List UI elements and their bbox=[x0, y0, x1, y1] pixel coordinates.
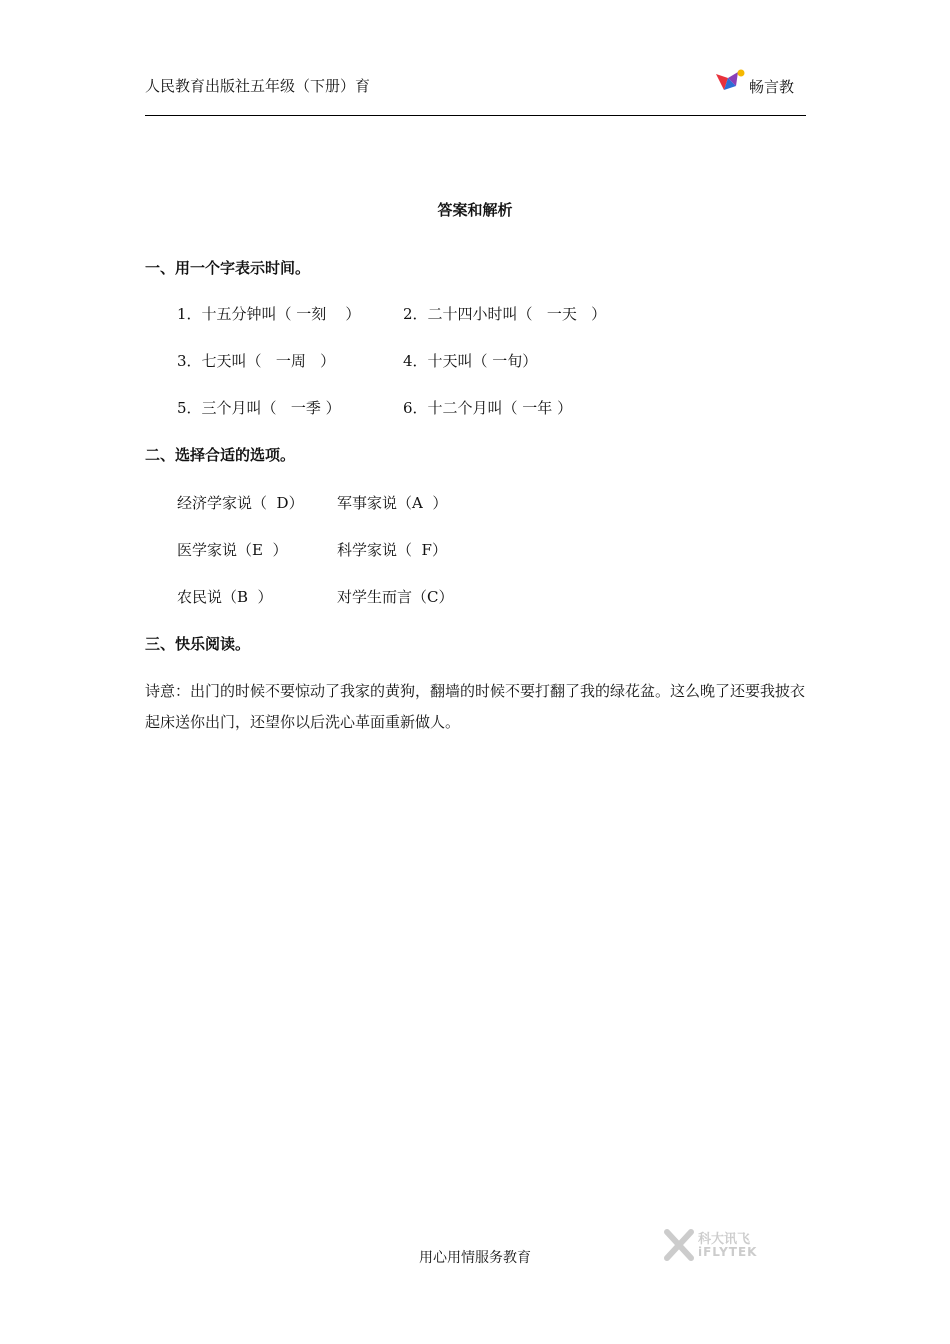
time-answer-4: 4．十天叫（ 一旬） bbox=[403, 352, 538, 370]
bird-logo-icon bbox=[714, 68, 746, 96]
iflytek-x-icon bbox=[664, 1229, 694, 1261]
time-answer-3: 3．七天叫（ 一周 ） bbox=[177, 352, 336, 370]
choice-answer-1: 经济学家说（ D） bbox=[177, 494, 304, 512]
header-left-text: 人民教育出版社五年级（下册）育 bbox=[145, 77, 371, 95]
time-answer-6: 6．十二个月叫（ 一年 ） bbox=[403, 399, 573, 417]
time-answer-5: 5．三个月叫（ 一季 ） bbox=[177, 399, 341, 417]
header-logo-text: 畅言教 bbox=[749, 78, 795, 96]
time-answer-2: 2．二十四小时叫（ 一天 ） bbox=[403, 305, 607, 323]
section-heading-2: 二、选择合适的选项。 bbox=[145, 446, 296, 464]
header-divider bbox=[145, 115, 806, 116]
choice-answer-6: 对学生而言（C） bbox=[337, 588, 454, 606]
choice-answer-2: 军事家说（A ） bbox=[337, 494, 448, 512]
choice-answer-4: 科学家说（ F） bbox=[337, 541, 447, 559]
reading-answer-paragraph: 诗意：出门的时候不要惊动了我家的黄狗，翻墙的时候不要打翻了我的绿花盆。这么晚了还要我披衣起床送你出门，还望你以后洗心革面重新做人。 bbox=[145, 682, 806, 731]
footer-slogan: 用心用情服务教育 bbox=[419, 1250, 531, 1266]
iflytek-cn-text: 科大讯飞 bbox=[698, 1232, 751, 1247]
iflytek-watermark bbox=[664, 1228, 774, 1262]
section-heading-1: 一、用一个字表示时间。 bbox=[145, 259, 311, 277]
section-heading-3: 三、快乐阅读。 bbox=[145, 635, 251, 653]
page-title: 答案和解析 bbox=[437, 201, 513, 219]
iflytek-en-text: iFLYTEK bbox=[698, 1245, 758, 1259]
choice-answer-5: 农民说（B ） bbox=[177, 588, 273, 606]
choice-answer-3: 医学家说（E ） bbox=[177, 541, 288, 559]
time-answer-1: 1．十五分钟叫（ 一刻 ） bbox=[177, 305, 361, 323]
